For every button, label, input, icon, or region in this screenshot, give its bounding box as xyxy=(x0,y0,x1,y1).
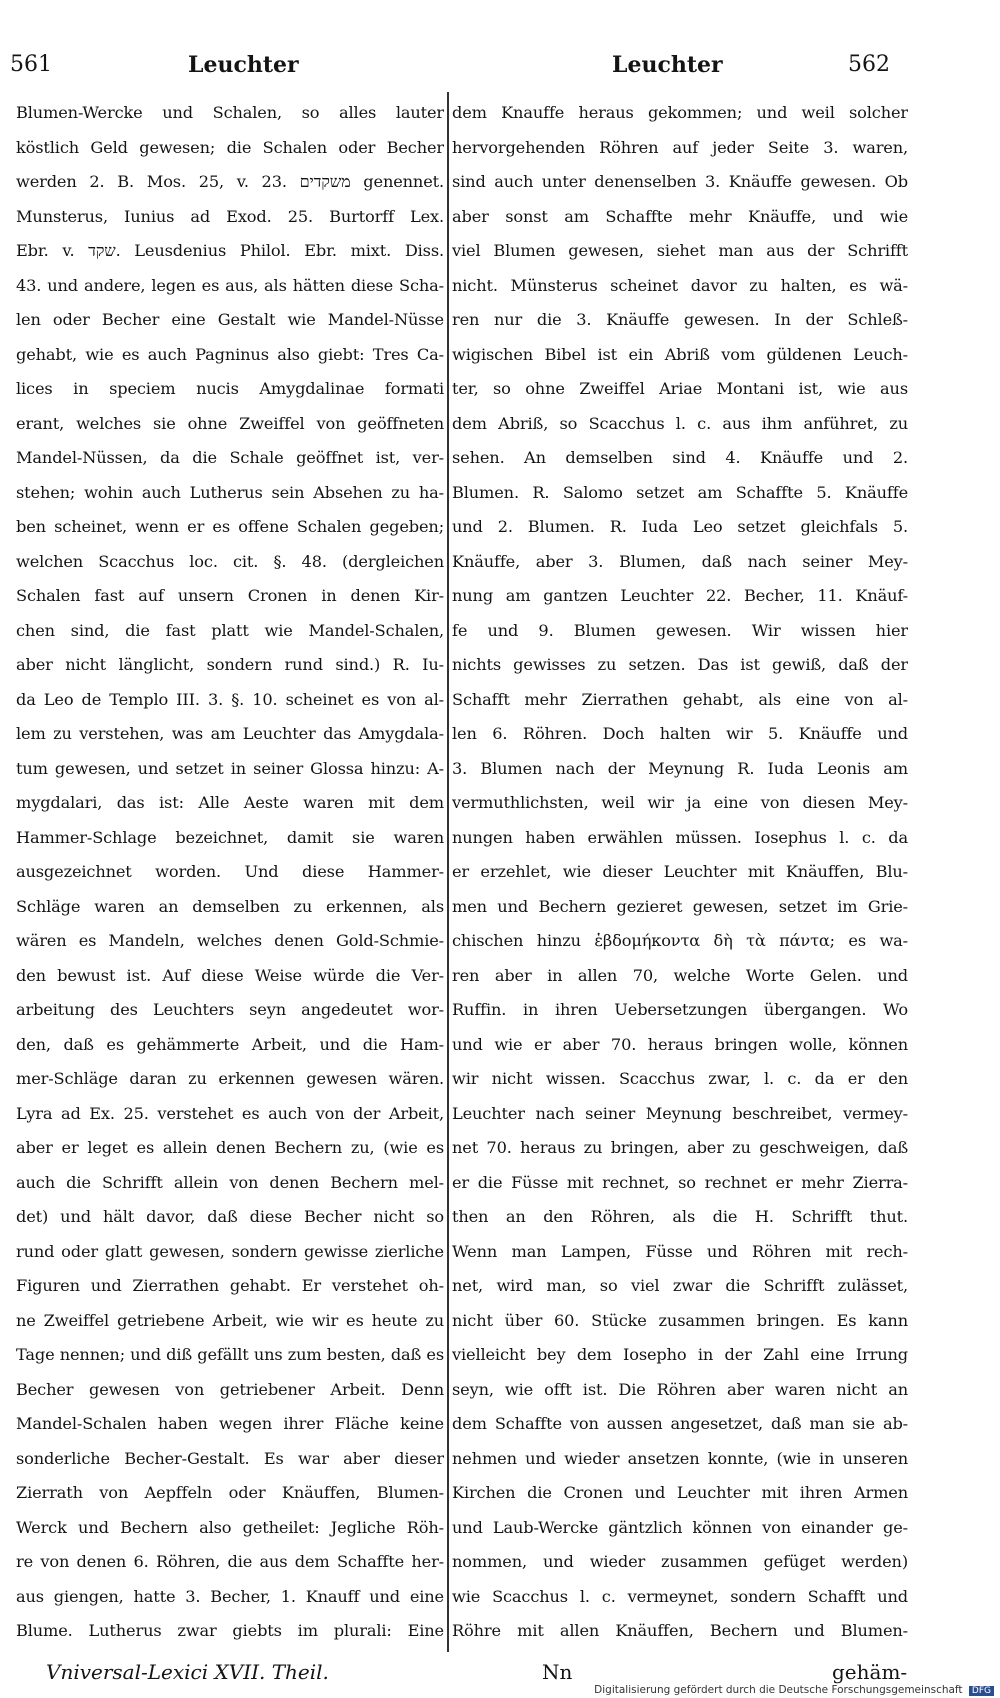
text-line: welchen Scacchus loc. cit. §. 48. (dergleichen xyxy=(16,551,444,571)
text-line: vielleicht bey dem Iosepho in der Zahl eine Irrung xyxy=(452,1345,908,1364)
text-line: ren nur die 3. Knäuffe gewesen. In der Schleß- xyxy=(452,310,908,329)
text-line: Mandel-Nüssen, da die Schale geöffnet ist, ver- xyxy=(16,448,444,467)
text-line: Becher gewesen von getriebener Arbeit. Denn xyxy=(16,1379,444,1399)
text-line: aus giengen, hatte 3. Becher, 1. Knauff und eine xyxy=(16,1586,444,1606)
text-line: lem zu verstehen, was am Leuchter das Amygdala- xyxy=(16,724,444,743)
text-line: men und Bechern gezieret gewesen, setzet im Grie- xyxy=(452,896,908,916)
text-line: und wie er aber 70. heraus bringen wolle, können xyxy=(452,1034,908,1054)
text-line: Schafft mehr Zierrathen gehabt, als eine von al- xyxy=(452,689,908,709)
text-line: nungen haben erwählen müssen. Iosephus l. c. da xyxy=(452,827,908,847)
text-line: Lyra ad Ex. 25. verstehet es auch von der Arbeit, xyxy=(16,1103,444,1123)
text-line: chischen hinzu ἑβδομήκοντα δὴ τὰ πάντα; es wa- xyxy=(452,931,908,950)
text-line: ne Zweiffel getriebene Arbeit, wie wir es heute zu xyxy=(16,1310,444,1330)
credit-text: Digitalisierung gefördert durch die Deutsche Forschungsgemeinschaft xyxy=(594,1684,963,1696)
text-line: net, wird man, so viel zwar die Schrifft zulässet, xyxy=(452,1276,908,1295)
text-line: Blumen. R. Salomo setzet am Schaffte 5. Knäuffe xyxy=(452,482,908,502)
text-line: chen sind, die fast platt wie Mandel-Schalen, xyxy=(16,620,444,640)
dfg-badge: DFG xyxy=(969,1686,994,1696)
catchword: gehäm- xyxy=(832,1660,908,1684)
text-line: wären es Mandeln, welches denen Gold-Schmie- xyxy=(16,931,444,950)
text-line: aber sonst am Schaffte mehr Knäuffe, und wie xyxy=(452,206,908,226)
text-line: sonderliche Becher-Gestalt. Es war aber dieser xyxy=(16,1448,444,1468)
text-line: sehen. An demselben sind 4. Knäuffe und 2. xyxy=(452,448,908,467)
text-line: wir nicht wissen. Scacchus zwar, l. c. da er den xyxy=(452,1069,908,1088)
text-line: nicht über 60. Stücke zusammen bringen. Es kann xyxy=(452,1310,908,1330)
text-line: fe und 9. Blumen gewesen. Wir wissen hier xyxy=(452,620,908,640)
text-column-left xyxy=(16,96,444,1648)
text-line: len 6. Röhren. Doch halten wir 5. Knäuffe und xyxy=(452,724,908,743)
text-line: erant, welches sie ohne Zweiffel von geöffneten xyxy=(16,413,444,433)
text-line: Leuchter nach seiner Meynung beschreibet, vermey- xyxy=(452,1103,908,1123)
text-line: lices in speciem nucis Amygdalinae formati xyxy=(16,379,444,398)
text-line: sind auch unter denenselben 3. Knäuffe gewesen. Ob xyxy=(452,172,908,191)
text-line: da Leo de Templo III. 3. §. 10. scheinet es von al- xyxy=(16,689,444,709)
text-line: nehmen und wieder ansetzen konnte, (wie in unseren xyxy=(452,1448,908,1468)
text-line: Munsterus, Iunius ad Exod. 25. Burtorff Lex. xyxy=(16,206,444,226)
text-line: seyn, wie offt ist. Die Röhren aber waren nicht an xyxy=(452,1379,908,1399)
text-line: 43. und andere, legen es aus, als hätten diese Scha- xyxy=(16,275,444,295)
volume-footer: Vniversal-Lexici XVII. Theil. xyxy=(46,1660,329,1684)
page-number-left: 561 xyxy=(10,52,52,77)
text-line: then an den Röhren, als die H. Schrifft thut. xyxy=(452,1207,908,1226)
text-line: Wenn man Lampen, Füsse und Röhren mit rech- xyxy=(452,1241,908,1261)
text-line: net 70. heraus zu bringen, aber zu geschweigen, daß xyxy=(452,1138,908,1157)
text-line: vermuthlichsten, weil wir ja eine von diesen Mey- xyxy=(452,793,908,812)
text-line: wigischen Bibel ist ein Abriß vom güldenen Leuch- xyxy=(452,344,908,364)
text-line: rund oder glatt gewesen, sondern gewisse zierliche xyxy=(16,1241,444,1261)
text-line: und 2. Blumen. R. Iuda Leo setzet gleichfals 5. xyxy=(452,517,908,536)
text-line: Hammer-Schlage bezeichnet, damit sie waren xyxy=(16,827,444,847)
text-line: Werck und Bechern also getheilet: Jegliche Röh- xyxy=(16,1517,444,1537)
text-line: und Laub-Wercke gäntzlich können von einander ge- xyxy=(452,1517,908,1537)
text-line: tum gewesen, und setzet in seiner Glossa hinzu: A- xyxy=(16,758,444,778)
text-line: re von denen 6. Röhren, die aus dem Schaffte her- xyxy=(16,1552,444,1571)
text-line: dem Abriß, so Scacchus l. c. aus ihm anführet, zu xyxy=(452,413,908,433)
text-line: mer-Schläge daran zu erkennen gewesen wären. xyxy=(16,1069,444,1088)
text-line: aber nicht länglicht, sondern rund sind.) R. Iu- xyxy=(16,655,444,674)
text-line: den, daß es gehämmerte Arbeit, und die Ham- xyxy=(16,1034,444,1054)
text-line: Ebr. v. שקד. Leusdenius Philol. Ebr. mixt. Diss. xyxy=(16,241,444,260)
text-line: arbeitung des Leuchters seyn angedeutet wor- xyxy=(16,1000,444,1019)
text-line: auch die Schrifft allein von denen Bechern mel- xyxy=(16,1172,444,1192)
text-line: Mandel-Schalen haben wegen ihrer Fläche keine xyxy=(16,1414,444,1433)
running-headword-left: Leuchter xyxy=(188,52,299,78)
text-line: Kirchen die Cronen und Leuchter mit ihren Armen xyxy=(452,1483,908,1502)
text-line: det) und hält davor, daß diese Becher nicht so xyxy=(16,1207,444,1226)
text-line: wie Scacchus l. c. vermeynet, sondern Schafft und xyxy=(452,1586,908,1606)
text-line: Schalen fast auf unsern Cronen in denen Kir- xyxy=(16,586,444,605)
text-line: Tage nennen; und diß gefällt uns zum besten, daß es xyxy=(16,1345,444,1364)
text-line: gehabt, wie es auch Pagninus also giebt: Tres Ca- xyxy=(16,344,444,364)
text-column-right xyxy=(452,96,908,1648)
column-divider xyxy=(447,92,449,1652)
text-line: aber er leget es allein denen Bechern zu, (wie es xyxy=(16,1138,444,1157)
text-line: er erzehlet, wie dieser Leuchter mit Knäuffen, Blu- xyxy=(452,862,908,881)
text-line: Röhre mit allen Knäuffen, Bechern und Blumen- xyxy=(452,1621,908,1640)
text-line: 3. Blumen nach der Meynung R. Iuda Leonis am xyxy=(452,758,908,778)
text-line: ausgezeichnet worden. Und diese Hammer- xyxy=(16,862,444,881)
text-line: stehen; wohin auch Lutherus sein Absehen zu ha- xyxy=(16,482,444,502)
page-number-right: 562 xyxy=(848,52,890,77)
running-headword-right: Leuchter xyxy=(612,52,723,78)
text-line: hervorgehenden Röhren auf jeder Seite 3. waren, xyxy=(452,137,908,157)
text-line: viel Blumen gewesen, siehet man aus der Schrifft xyxy=(452,241,908,260)
text-line: nommen, und wieder zusammen gefüget werden) xyxy=(452,1552,908,1571)
text-line: ter, so ohne Zweiffel Ariae Montani ist, wie aus xyxy=(452,379,908,398)
text-line: mygdalari, das ist: Alle Aeste waren mit dem xyxy=(16,793,444,812)
text-line: er die Füsse mit rechnet, so rechnet er mehr Zierra- xyxy=(452,1172,908,1192)
text-line: ren aber in allen 70, welche Worte Gelen. und xyxy=(452,965,908,985)
text-line: Zierrath von Aepffeln oder Knäuffen, Blumen- xyxy=(16,1483,444,1502)
text-line: ben scheinet, wenn er es offene Schalen gegeben; xyxy=(16,517,444,536)
text-line: Figuren und Zierrathen gehabt. Er verstehet oh- xyxy=(16,1276,444,1295)
text-line: nung am gantzen Leuchter 22. Becher, 11. Knäuf- xyxy=(452,586,908,605)
signature-mark: Nn xyxy=(542,1660,573,1684)
text-line: den bewust ist. Auf diese Weise würde die Ver- xyxy=(16,965,444,985)
text-line: nichts gewisses zu setzen. Das ist gewiß, daß der xyxy=(452,655,908,674)
text-line: len oder Becher eine Gestalt wie Mandel-Nüsse xyxy=(16,310,444,329)
text-line: dem Schaffte von aussen angesetzet, daß man sie ab- xyxy=(452,1414,908,1433)
text-line: dem Knauffe heraus gekommen; und weil solcher xyxy=(452,103,908,122)
text-line: Blumen-Wercke und Schalen, so alles lauter xyxy=(16,103,444,122)
text-line: Knäuffe, aber 3. Blumen, daß nach seiner Mey- xyxy=(452,551,908,571)
text-line: Schläge waren an demselben zu erkennen, als xyxy=(16,896,444,916)
text-line: köstlich Geld gewesen; die Schalen oder Becher xyxy=(16,137,444,157)
text-line: Blume. Lutherus zwar giebts im plurali: Eine xyxy=(16,1621,444,1640)
digitization-credit xyxy=(594,1684,994,1696)
text-line: werden 2. B. Mos. 25, v. 23. משקדים genennet. xyxy=(16,172,444,191)
text-line: Ruffin. in ihren Uebersetzungen übergangen. Wo xyxy=(452,1000,908,1019)
text-line: nicht. Münsterus scheinet davor zu halten, es wä- xyxy=(452,275,908,295)
